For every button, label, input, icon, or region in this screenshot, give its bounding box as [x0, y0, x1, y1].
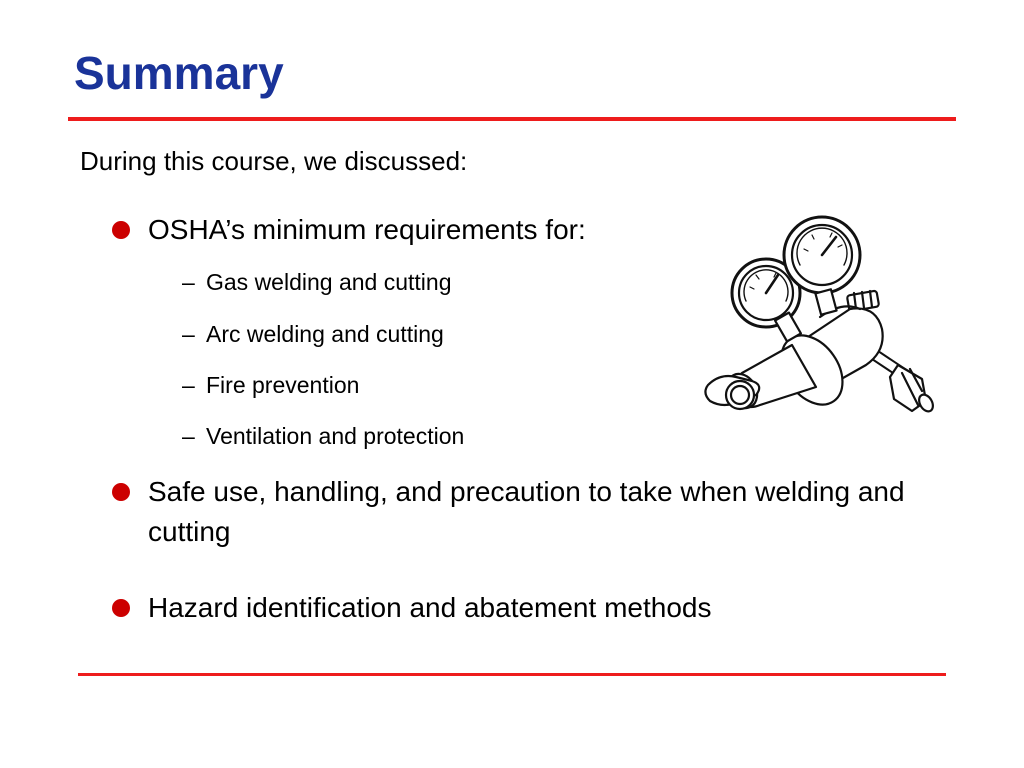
dash-marker: – — [182, 423, 195, 449]
bullet-item — [112, 472, 912, 552]
gas-regulator-icon — [700, 205, 948, 427]
bullet-dot-icon — [112, 599, 130, 617]
bullet-dot-icon — [112, 221, 130, 239]
sub-item-text: Gas welding and cutting — [206, 269, 452, 295]
sub-item-text: Fire prevention — [206, 372, 360, 398]
bottom-divider — [78, 673, 946, 676]
bullet-dot-icon — [112, 483, 130, 501]
dash-marker: – — [182, 321, 195, 347]
sub-item — [182, 320, 444, 348]
sub-item — [182, 268, 452, 296]
sub-item-text: Arc welding and cutting — [206, 321, 444, 347]
bullet-item — [112, 588, 711, 628]
bullet-text: Hazard identification and abatement methods — [148, 592, 712, 623]
sub-item-text: Ventilation and protection — [206, 423, 465, 449]
top-divider — [68, 117, 956, 121]
dash-marker: – — [182, 269, 195, 295]
sub-item — [182, 371, 359, 399]
bullet-text: OSHA’s minimum requirements for: — [148, 214, 586, 245]
intro-text: During this course, we discussed: — [80, 146, 468, 176]
bullet-text: Safe use, handling, and precaution to take when welding and cutting — [148, 476, 905, 547]
sub-item — [182, 422, 464, 450]
bullet-item — [112, 210, 586, 250]
slide-title: Summary — [74, 47, 284, 99]
dash-marker: – — [182, 372, 195, 398]
